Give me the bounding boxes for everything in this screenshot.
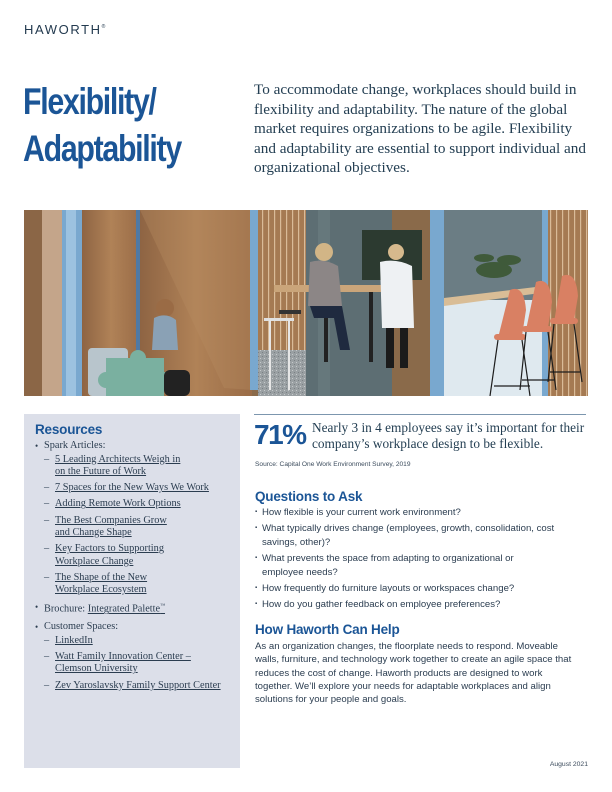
question-item: ▪ How do you gather feedback on employee preferences? xyxy=(255,598,585,612)
resource-group-customer-spaces xyxy=(35,621,230,692)
question-item: ▪ How frequently do furniture layouts or workspaces change? xyxy=(255,582,585,596)
link-remote-work-options[interactable]: Adding Remote Work Options xyxy=(55,498,181,510)
list-item xyxy=(44,498,230,510)
logo-text: HAWORTH xyxy=(24,22,102,37)
question-item: ▪ What typically drives change (employees, growth, consolidation, cost savings, other)? xyxy=(255,522,555,549)
haworth-logo xyxy=(24,22,105,37)
link-architects-future-of-work[interactable]: 5 Leading Architects Weigh in on the Future of Work xyxy=(55,453,181,477)
link-best-companies-grow[interactable]: The Best Companies Grow and Change Shape xyxy=(55,514,167,538)
help-paragraph: As an organization changes, the floorplate needs to respond. Moveable walls, furniture, and technology work together to create an agile space that reduces the cost of change. Haworth products are designed to work together. We’ll explore your needs for adaptable workplaces and align solutions for your people and goals. xyxy=(255,641,572,706)
section-divider xyxy=(254,414,586,415)
questions-heading: Questions to Ask xyxy=(255,489,363,504)
page-title xyxy=(23,78,195,172)
publication-date: August 2021 xyxy=(549,761,588,768)
hero-image xyxy=(24,210,588,396)
title-line-2: Adaptability xyxy=(23,128,181,169)
list-item xyxy=(44,515,230,540)
resources-heading: Resources xyxy=(35,422,103,437)
link-zev-yaroslavsky-center[interactable]: Zev Yaroslavsky Family Support Center xyxy=(55,679,221,691)
registered-mark: ® xyxy=(101,24,106,30)
list-item xyxy=(44,572,230,597)
intro-paragraph: To accommodate change, workplaces should build in flexibility and adaptability. The nature of the global market requires organizations to be agile. Flexibility and adaptability are essential to support individual and organizational objectives. xyxy=(254,81,586,177)
help-heading: How Haworth Can Help xyxy=(255,622,400,637)
list-item xyxy=(44,482,230,494)
list-item xyxy=(44,543,230,568)
resources-panel xyxy=(24,414,240,768)
resource-group-spark xyxy=(35,440,230,596)
link-integrated-palette[interactable]: Integrated Palette™ xyxy=(87,603,166,615)
question-item: ▪ How flexible is your current work environment? xyxy=(255,506,585,520)
question-item: ▪ What prevents the space from adapting to organizational or employee needs? xyxy=(255,552,525,579)
resource-group-label: Brochure: xyxy=(44,603,86,615)
link-7-spaces[interactable]: 7 Spaces for the New Ways We Work xyxy=(55,482,209,494)
resources-list xyxy=(35,440,230,692)
stat-description: Nearly 3 in 4 employees say it’s important for their company’s workplace design to be flexible. xyxy=(312,420,585,451)
link-key-factors[interactable]: Key Factors to Supporting Workplace Change xyxy=(55,543,164,567)
list-item xyxy=(44,680,230,692)
list-item xyxy=(44,454,230,479)
list-item xyxy=(44,651,230,676)
resource-group-label: Spark Articles: xyxy=(44,440,106,451)
link-watt-family-center[interactable]: Watt Family Innovation Center – Clemson University xyxy=(55,651,191,675)
link-shape-of-workplace-ecosystem[interactable]: The Shape of the New Workplace Ecosystem xyxy=(55,571,148,596)
customer-spaces-list xyxy=(44,635,230,692)
questions-list xyxy=(255,506,585,614)
stat-source: Source: Capital One Work Environment Survey, 2019 xyxy=(255,461,411,468)
resource-group-label: Customer Spaces: xyxy=(44,621,119,633)
link-linkedin[interactable]: LinkedIn xyxy=(55,634,93,646)
list-item xyxy=(44,635,230,647)
spark-articles-list xyxy=(44,454,230,597)
office-scene-illustration xyxy=(24,210,588,396)
stat-value: 71% xyxy=(254,419,306,450)
title-line-1: Flexibility/ xyxy=(23,81,156,122)
resource-group-brochure xyxy=(35,601,230,616)
